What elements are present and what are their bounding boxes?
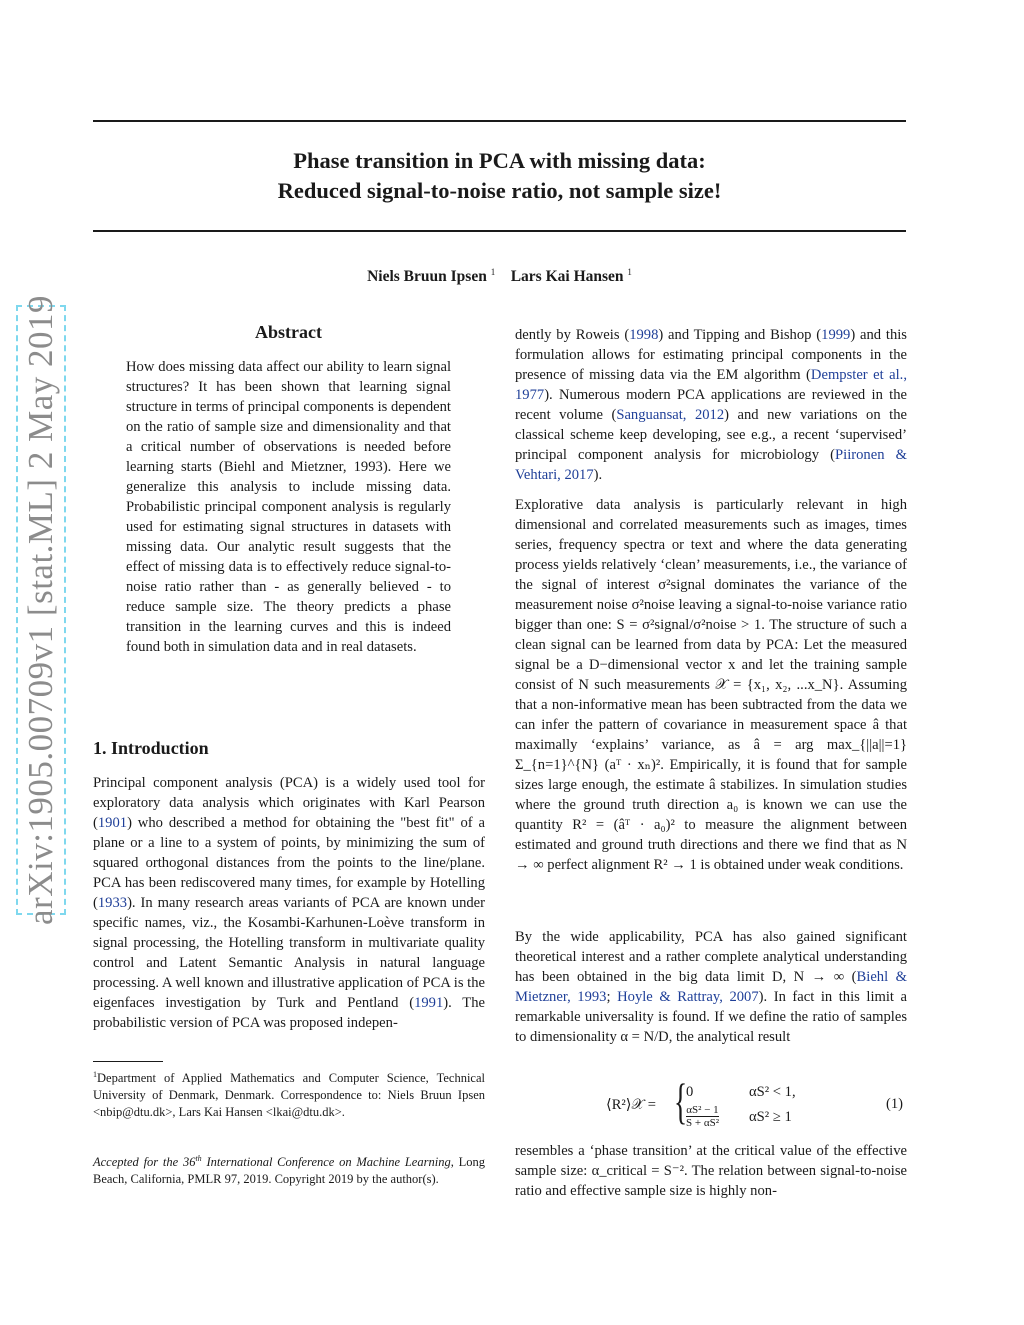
arxiv-stamp[interactable] [16,295,66,925]
paper-title [93,146,906,206]
intro-paragraph [515,927,907,1047]
case-1-condition: αS² < 1, [749,1084,796,1100]
section-heading-introduction: 1. Introduction [93,738,209,758]
copyright-text: , Long Beach, California, PMLR 97, 2019. Copyright 2019 by the author(s). [93,1155,485,1187]
text-run: Principal component analysis (PCA) is a widely used tool for exploratory data analysis which originates with Karl Pearson ( [93,775,485,831]
text-run: ) and this formulation allows for estimating principal components in the presence of missing data via the EM algorithm ( [515,327,907,383]
conference-name: International Conference on Machine Learning [201,1155,451,1170]
title-line-1: Phase transition in PCA with missing data: [293,148,706,173]
text-run: ) who described a method for obtaining the "best fit" of a plane or a line to a system of points, by minimizing the sum of squared orthogonal distances from the points to the line/plane. PCA has been rediscovered many times, for example by Hotelling ( [93,815,485,911]
intro-paragraph: Explorative data analysis is particularly relevant in high dimensional and correlated measurements such as images, times series, frequency spectra or text and where the data generating process yields relatively ‘clean’ measurements, i.e., the variance of the signal of interest σ²signal dominates the variance of the measurement noise σ²noise leaving a signal-to-noise variance ratio bigger than one: S = σ²signal/σ²noise > 1. The structure of such a clean signal can be learned from data by PCA: Let the measured signal be a D−dimensional vector x and let the training sample consist of N such measurements 𝒳 = {x₁, x₂, ...x_N}. Assuming that a non-informative mean has been subtracted from the data we can infer the pattern of covariance in measurement space â that maximally ‘explains’ variance, as â = arg max_{||a||=1} Σ_{n=1}^{N} (aᵀ · xₙ)². Empirically, it is found that for sample sizes large enough, the estimate â stabilizes. In simulation studies where the ground truth direction a₀ is known we can use the quantity R² = (âᵀ · a₀)² to measure the alignment between estimated and ground truth directions and there we find that as N → ∞ perfect alignment R² → 1 is obtained under weak conditions. [515,497,907,873]
conference-text: Accepted for the 36 [93,1155,196,1170]
fraction-denominator: S + αS² [686,1117,719,1129]
text-run: ) and new variations on the classical scheme keep developing, see e.g., a recent ‘supervised’ principal component analysis for microbiology ( [515,407,907,463]
text-run: ; [606,989,618,1005]
citation-link[interactable]: 1901 [97,815,128,831]
citation-link[interactable]: 1999 [821,327,851,343]
arxiv-identifier: arXiv:1905.00709v1 [stat.ML] 2 May 2019 [21,295,60,925]
conference-notice [93,1150,485,1188]
affiliation-marker: 1 [627,267,632,277]
text-run: ). In fact in this limit a remarkable universality is found. If we define the ratio of samples to dimensionality α = N/D, the analytical result [515,989,907,1045]
equation-1 [600,1073,815,1132]
intro-paragraph: resembles a ‘phase transition’ at the critical value of the effective sample size: α_critical = S⁻². The relation between signal-to-noise ratio and effective sample size is highly non- [515,1143,907,1199]
equation-number: (1) [886,1096,904,1112]
abstract-body: How does missing data affect our ability to learn signal structures? It has been shown that learning signal structure in terms of principal components is dependent on the ratio of sample size and dimensionality and that a critical number of observations is needed before learning starts (Biehl and Mietzner, 1993). Here we generalize this analysis to include missing data. Probabilistic principal component analysis is regularly used for estimating signal structures in datasets with missing data. Our analytic result suggests that the effect of missing data is to effectively reduce signal-to-noise ratio rather than - as generally believed - to reduce sample size. The theory predicts a phase transition in the learning curves and this is indeed found both in simulation data and in real datasets. [126,359,451,655]
case-2-condition: αS² ≥ 1 [749,1109,792,1125]
citation-link[interactable]: Biehl & Mietzner, 1993 [515,969,907,1005]
case-1-value: 0 [686,1084,694,1100]
cases-brace: { [674,1073,688,1129]
intro-paragraph [515,325,907,485]
citation-link[interactable]: 1998 [629,327,659,343]
title-rule-bottom [93,230,906,232]
footnote-text: Department of Applied Mathematics and Computer Science, Technical University of Denmark, Denmark. Correspondence to: Niels Bruun Ipsen <nbip@dtu.dk>, Lars Kai Hansen <lkai@dtu.dk>. [93,1071,485,1120]
author-list [93,267,906,286]
abstract-heading: Abstract [255,322,322,342]
intro-paragraph [93,773,485,1033]
author-name: Lars Kai Hansen [510,268,624,286]
fraction-numerator: αS² − 1 [686,1104,719,1116]
author-name: Niels Bruun Ipsen [367,268,487,286]
case-2-fraction [686,1104,719,1129]
citation-link[interactable]: Sanguansat, 2012 [616,407,725,423]
ordinal-suffix: th [195,1154,202,1163]
text-run: By the wide applicability, PCA has also gained significant theoretical interest and a rather complete analytical understanding has been obtained in the big data limit D, N → ∞ ( [515,929,907,985]
footnote [93,1066,485,1121]
equation-lhs: ⟨R²⟩𝒳 = [606,1097,656,1113]
title-line-2: Reduced signal-to-noise ratio, not sample size! [277,178,722,203]
text-run: dently by Roweis ( [515,327,630,343]
citation-link[interactable]: Hoyle & Rattray, 2007 [617,989,759,1005]
citation-link[interactable]: 1991 [414,995,444,1011]
footnote-marker: 1 [93,1070,97,1079]
citation-link[interactable]: Piironen & Vehtari, 2017 [515,447,907,483]
footnote-divider [93,1061,163,1062]
text-run: ). Numerous modern PCA applications are reviewed in the recent volume ( [515,387,907,423]
citation-link[interactable]: Dempster et al., 1977 [515,367,907,403]
text-run: ). [593,467,603,483]
affiliation-marker: 1 [490,267,496,277]
citation-link[interactable]: 1933 [97,895,128,911]
title-rule-top [93,120,906,122]
text-run: ). In many research areas variants of PCA are known under specific names, viz., the Kosambi-Karhunen-Loève transform in signal processing, the Hotelling transform in multivariate quality control and Latent Semantic Analysis in natural language processing. A well known and illustrative application of PCA is the eigenfaces investigation by Turk and Pentland ( [93,895,485,1011]
text-run: ). The probabilistic version of PCA was proposed indepen- [93,995,485,1031]
text-run: ) and Tipping and Bishop ( [658,327,822,343]
